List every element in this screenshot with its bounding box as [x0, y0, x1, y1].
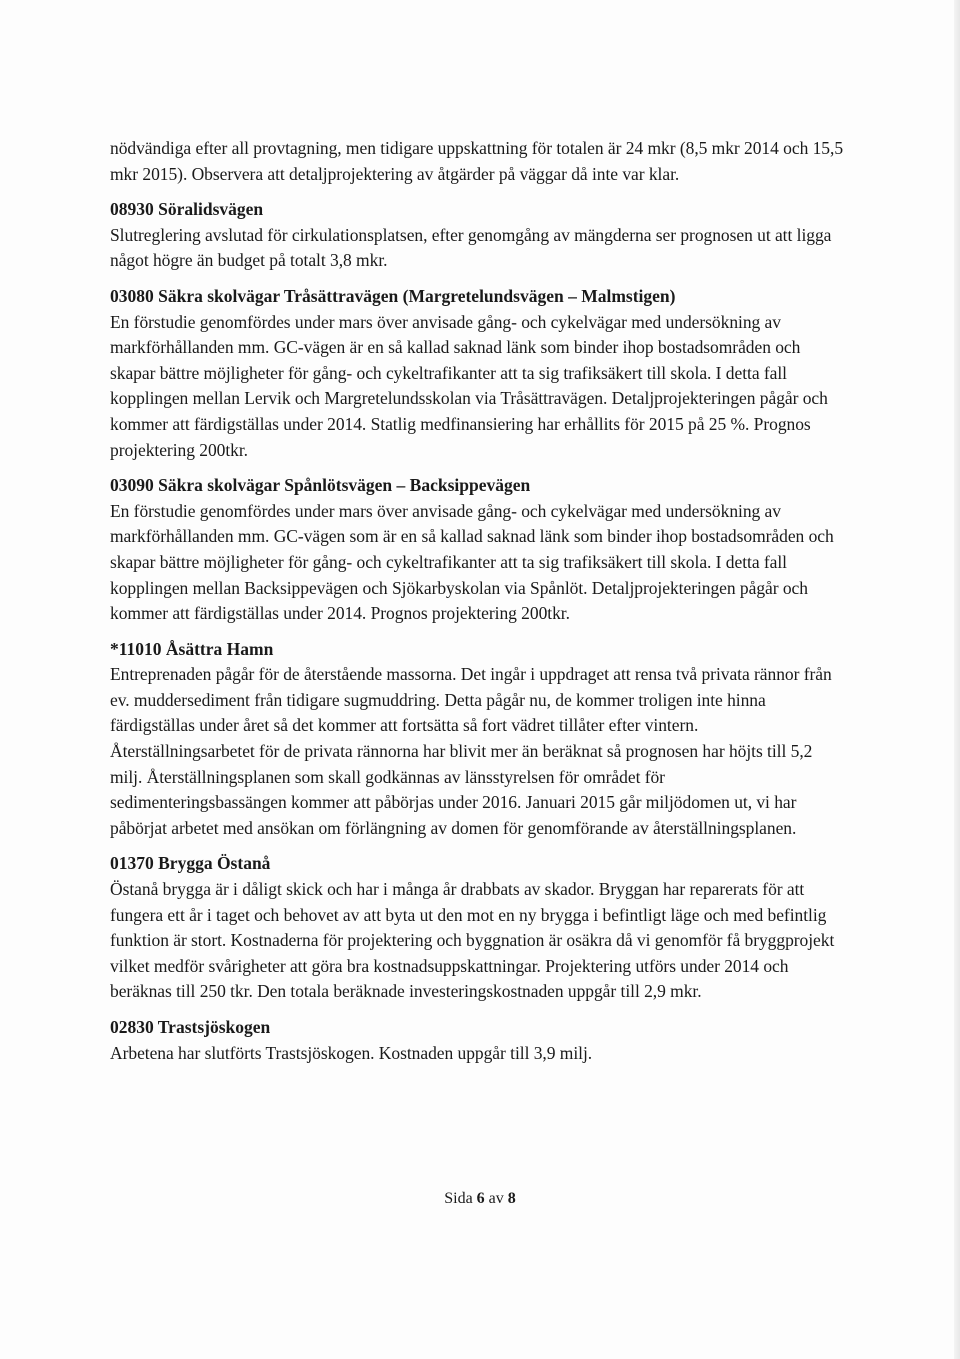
section-body: En förstudie genomfördes under mars över anvisade gång- och cykelvägar med undersökning av markförhållanden mm. GC-vägen är en så kallad saknad länk som binder ihop bostadsområden och skapar bättre möjligheter för gång- och cykeltrafikanter att ta sig trafiksäkert till skola. I detta fall kopplingen mellan Lervik och Margretelundsskolan via Tråsättravägen. Detaljprojekteringen pågår och kommer att färdigställas under 2014. Statlig medfinansiering har erhållits för 2015 på 25 %. Prognos projektering 200tkr. — [110, 311, 828, 460]
section-heading: 02830 Trastsjöskogen — [110, 1017, 271, 1037]
page-label: Sida — [444, 1190, 473, 1207]
section-spanlotsvagen — [110, 473, 845, 627]
section-body: Arbetena har slutförts Trastsjöskogen. Kostnaden uppgår till 3,9 milj. — [110, 1042, 593, 1063]
page-footer — [0, 1188, 960, 1210]
section-asattra-hamn — [110, 637, 845, 842]
section-trastsjoskogen — [110, 1015, 845, 1066]
intro-paragraph: nödvändiga efter all provtagning, men tidigare uppskattning för totalen är 24 mkr (8,5 mkr 2014 och 15,5 mkr 2015). Observera att detaljprojektering av åtgärder på väggar då inte var klar. — [110, 138, 844, 184]
section-soralidsvagen — [110, 197, 845, 274]
section-body: En förstudie genomfördes under mars över anvisade gång- och cykelvägar med undersökning av markförhållanden mm. GC-vägen som är en så kallad saknad länk som binder ihop bostadsområden och skapar bättre möjligheter för gång- och cykeltrafikanter att ta sig trafiksäkert till skola. I detta fall kopplingen mellan Backsippevägen och Sjökarbyskolan via Spånlöt. Detaljprojekteringen pågår och kommer att färdigställas under 2014. Prognos projektering 200tkr. — [110, 500, 834, 624]
page-number: 6 — [476, 1190, 485, 1207]
section-heading: 03080 Säkra skolvägar Tråsättravägen (Margretelundsvägen – Malmstigen) — [110, 285, 676, 306]
page-separator: av — [488, 1190, 504, 1207]
section-heading: *11010 Åsättra Hamn — [110, 638, 274, 659]
section-brygga-ostana — [110, 851, 845, 1005]
section-heading: 03090 Säkra skolvägar Spånlötsvägen – Backsippevägen — [110, 475, 531, 496]
page-total: 8 — [507, 1190, 516, 1207]
document-body — [110, 136, 845, 1066]
section-body: Slutreglering avslutad för cirkulationsplatsen, efter genomgång av mängderna ser prognosen ut att ligga något högre än budget på totalt 3,8 mkr. — [110, 224, 832, 271]
scan-edge — [954, 0, 960, 1359]
section-body: Östanå brygga är i dåligt skick och har i många år drabbats av skador. Bryggan har reparerats för att fungera ett år i taget och behovet av att byta ut den mot en ny brygga i befintligt läge och med befintlig funktion är stort. Kostnaderna för projektering och byggnation är osäkra då vi genomför få bryggprojekt vilket medför svårigheter att göra bra kostnadsuppskattningar. Projektering utförs under 2014 och beräknas till 250 tkr. Den totala beräknade investeringskostnaden uppgår till 2,9 mkr. — [110, 879, 835, 1002]
section-heading: 01370 Brygga Östanå — [110, 853, 271, 874]
section-body: Entreprenaden pågår för de återstående massorna. Det ingår i uppdraget att rensa två privata rännor från ev. muddersediment från tidigare sugmuddring. Detta pågår nu, de kommer troligen inte hinna färdigställas under året så det kommer att fortsätta så fort vädret tillåter efter vintern. Återställningsarbetet för de privata rännorna har blivit mer än beräknat så prognosen har höjts till 5,2 milj. Återställningsplanen som skall godkännas av länsstyrelsen för området för sedimenteringsbassängen kommer att påbörjas under 2016. Januari 2015 går miljödomen ut, vi har påbörjat arbetet med ansökan om förlängning av domen för genomförande av återställningsplanen. — [110, 664, 832, 838]
section-trasattravagen — [110, 284, 845, 463]
section-heading: 08930 Söralidsvägen — [110, 199, 264, 220]
